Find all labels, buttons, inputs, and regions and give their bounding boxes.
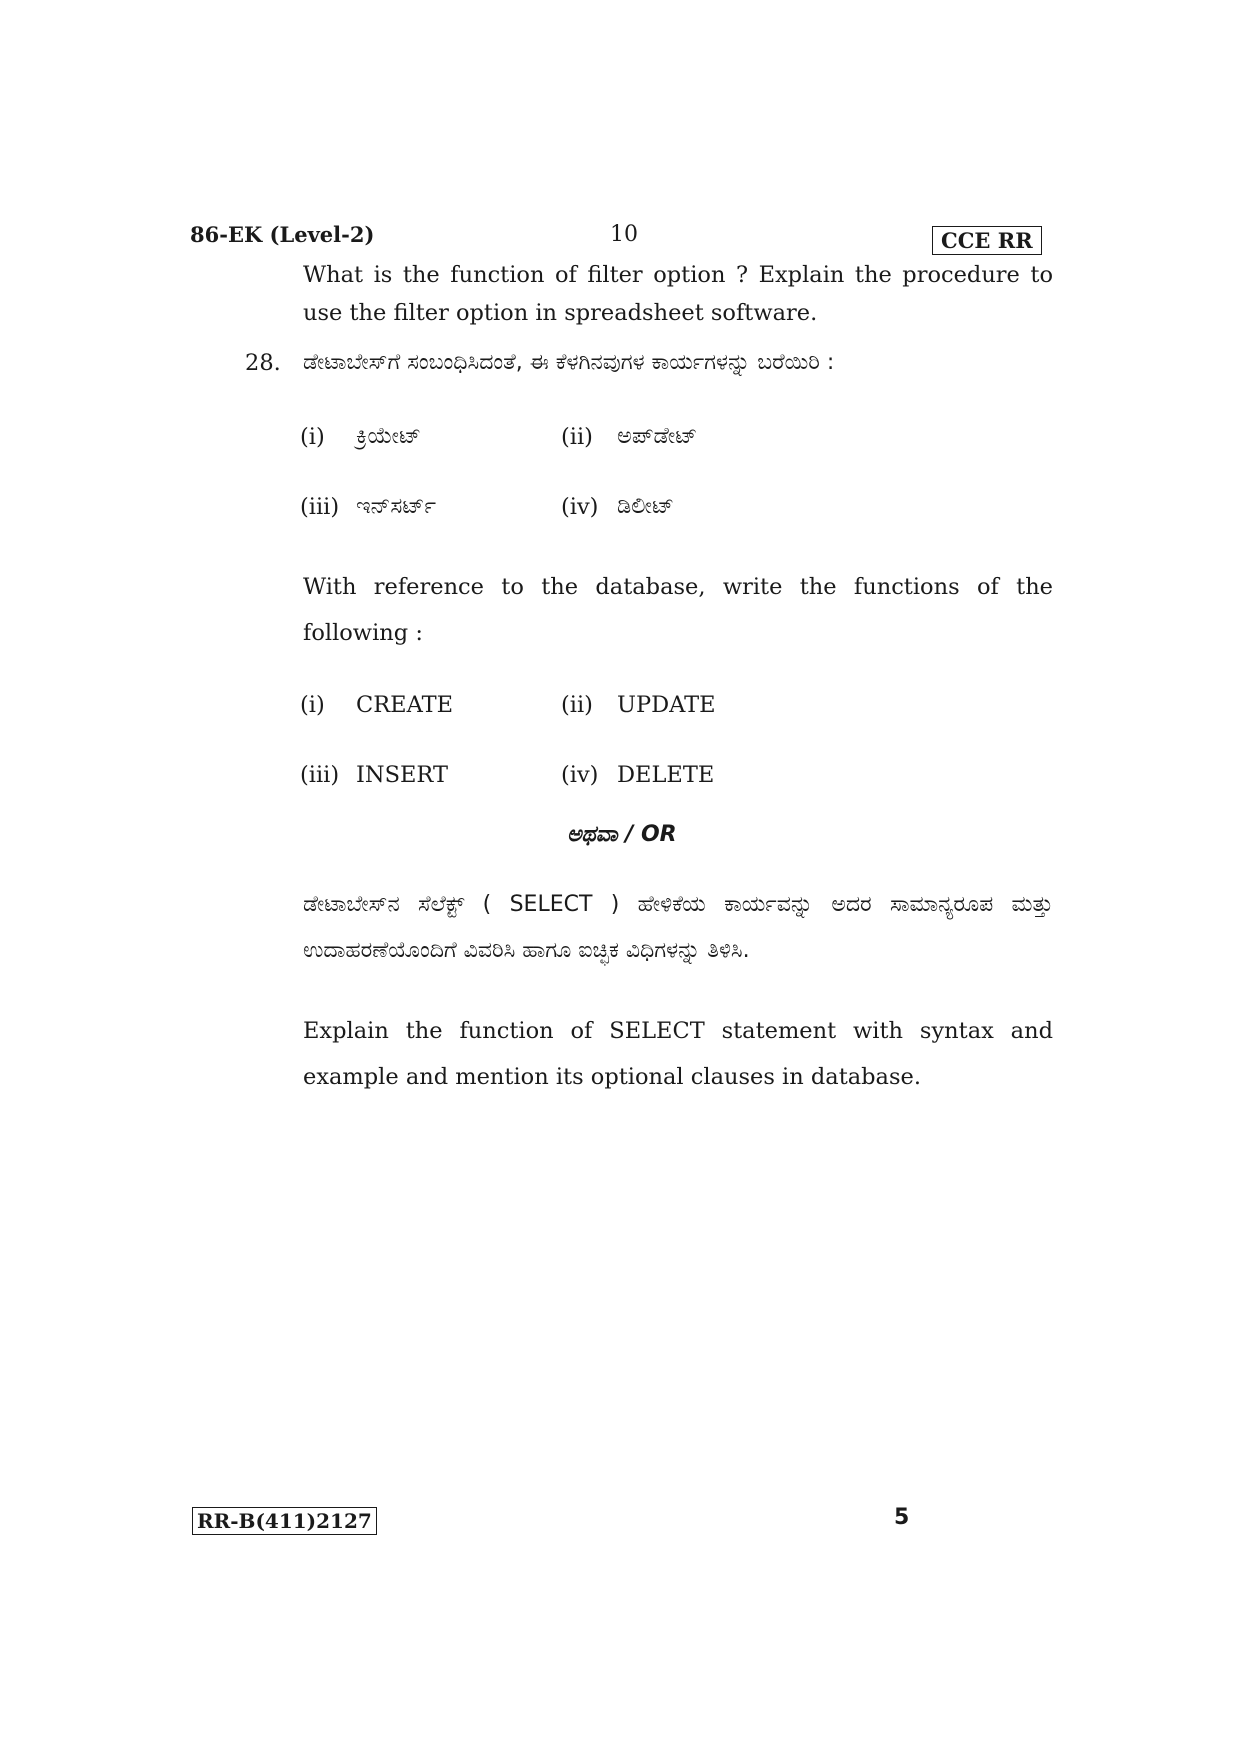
paper-code: 86-EK (Level-2)	[190, 222, 375, 247]
kn-option-2	[561, 424, 593, 450]
en-option-2-text: UPDATE	[617, 692, 716, 718]
kn-option-4-text: ಡಿಲೀಟ್	[617, 493, 675, 519]
option-label: (ii)	[561, 424, 593, 450]
or-separator: ಅಥವಾ / OR	[567, 822, 677, 847]
option-label: (i)	[300, 424, 325, 450]
question-number: 28.	[245, 350, 281, 376]
option-label: (iv)	[561, 494, 599, 520]
en-option-3-text: INSERT	[356, 762, 448, 788]
q28-english-question: With reference to the database, write the functions of the following :	[303, 574, 1053, 646]
en-option-1-text: CREATE	[356, 692, 454, 718]
series-box: CCE RR	[932, 226, 1042, 255]
kn-option-1-text: ಕ್ರಿಯೇಟ್	[356, 423, 421, 449]
option-label: (iii)	[300, 494, 340, 520]
marks-label: 10	[610, 222, 638, 247]
en-option-4-label: (iv)	[561, 762, 599, 788]
kn-option-4	[561, 494, 598, 520]
en-option-3-label: (iii)	[300, 762, 340, 788]
q27-english-text: What is the function of filter option ? Explain the procedure to use the filter option in spreadsheet software.	[303, 262, 1053, 326]
kn-option-2-text: ಅಪ್‌ಡೇಟ್	[617, 423, 698, 449]
en-option-2-label: (ii)	[561, 692, 593, 718]
q28-kannada-question: ಡೇಟಾಬೇಸ್‌ಗೆ ಸಂಬಂಧಿಸಿದಂತೆ, ಈ ಕೆಳಗಿನವುಗಳ ಕಾರ್ಯಗಳನ್ನು ಬರೆಯಿರಿ :	[303, 350, 835, 375]
kn-option-1	[300, 424, 325, 450]
footer-code-box: RR-B(411)2127	[192, 1507, 377, 1535]
q28-alt-english: Explain the function of SELECT statement with syntax and example and mention its optional clauses in database.	[303, 1018, 1053, 1090]
en-option-4-text: DELETE	[617, 762, 715, 788]
kn-option-3	[300, 494, 339, 520]
en-option-1-label: (i)	[300, 692, 325, 718]
page-number: 5	[894, 1505, 910, 1530]
q28-alt-kannada: ಡೇಟಾಬೇಸ್‌ನ ಸೆಲೆಕ್ಟ್ ( SELECT ) ಹೇಳಿಕೆಯ ಕಾರ್ಯವನ್ನು ಅದರ ಸಾಮಾನ್ಯರೂಪ ಮತ್ತು ಉದಾಹರಣೆಯೊಂದಿಗೆ ವಿವರಿಸಿ ಹಾಗೂ ಐಚ್ಛಿಕ ವಿಧಿಗಳನ್ನು ತಿಳಿಸಿ.	[303, 892, 1053, 963]
kn-option-3-text: ಇನ್‌ಸರ್ಟ್	[356, 493, 437, 519]
